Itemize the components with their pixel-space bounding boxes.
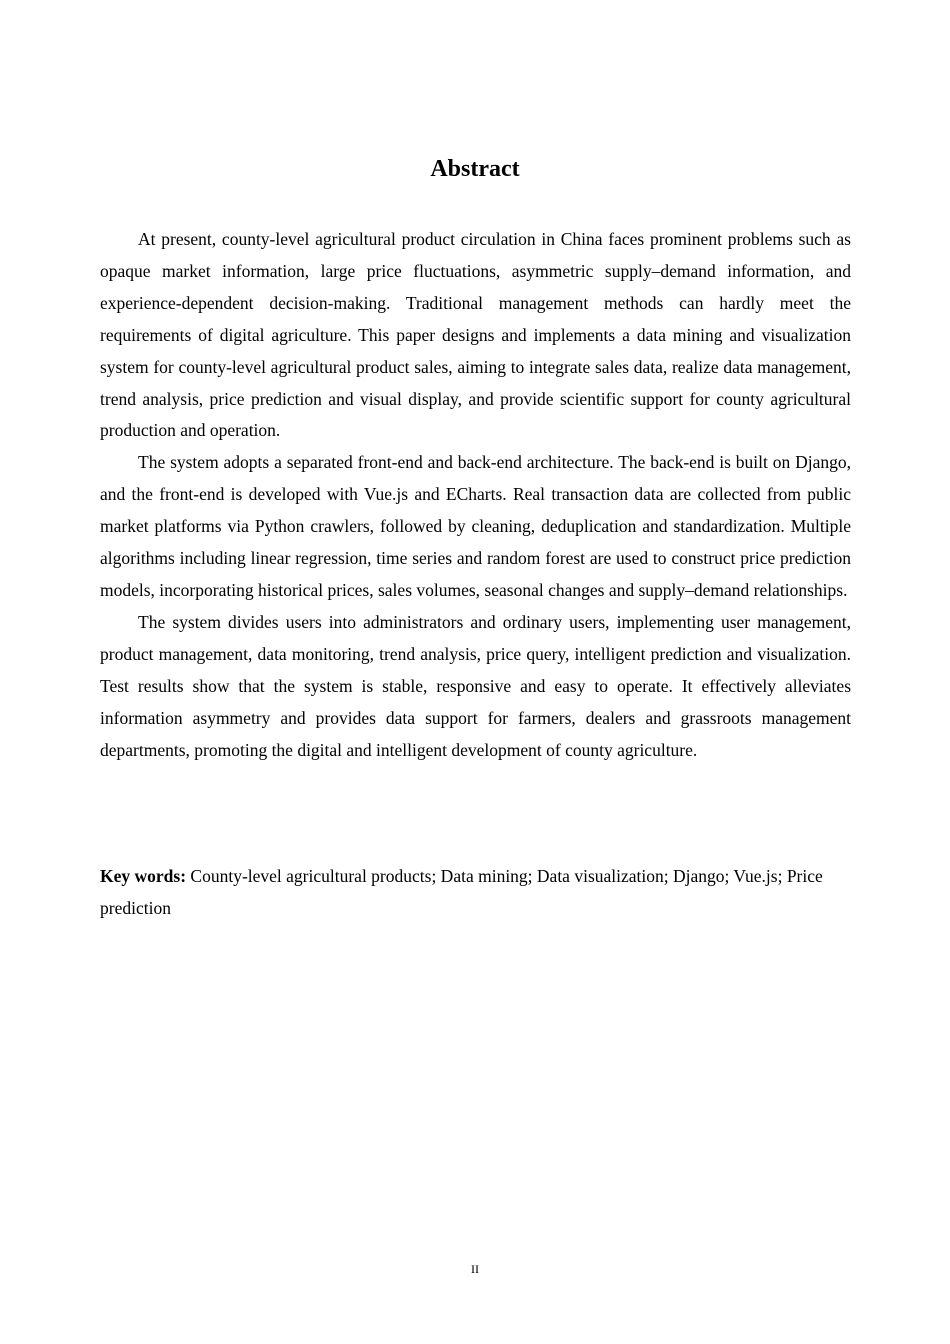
page-number: II [471,1262,479,1276]
keywords-line [100,861,851,925]
abstract-body [100,224,851,766]
abstract-paragraph: The system adopts a separated front-end and back-end architecture. The back-end is built on Django, and the front-end is developed with Vue.js and ECharts. Real transaction data are collected from public market platforms via Python crawlers, followed by cleaning, deduplication and standardization. Multiple algorithms including linear regression, time series and random forest are used to construct price prediction models, incorporating historical prices, sales volumes, seasonal changes and supply–demand relationships. [100,452,851,600]
abstract-title: Abstract [430,156,520,182]
keywords-text: County-level agricultural products; Data mining; Data visualization; Django; Vue.js; Price prediction [100,866,823,918]
abstract-paragraph: At present, county-level agricultural product circulation in China faces prominent problems such as opaque market information, large price fluctuations, asymmetric supply–demand information, and experience-dependent decision-making. Traditional management methods can hardly meet the requirements of digital agriculture. This paper designs and implements a data mining and visualization system for county-level agricultural product sales, aiming to integrate sales data, realize data management, trend analysis, price prediction and visual display, and provide scientific support for county agricultural production and operation. [100,229,851,441]
keywords-label: Key words: [100,866,187,886]
abstract-paragraph: The system divides users into administrators and ordinary users, implementing user management, product management, data monitoring, trend analysis, price query, intelligent prediction and visualization. Test results show that the system is stable, responsive and easy to operate. It effectively alleviates information asymmetry and provides data support for farmers, dealers and grassroots management departments, promoting the digital and intelligent development of county agriculture. [100,611,851,760]
